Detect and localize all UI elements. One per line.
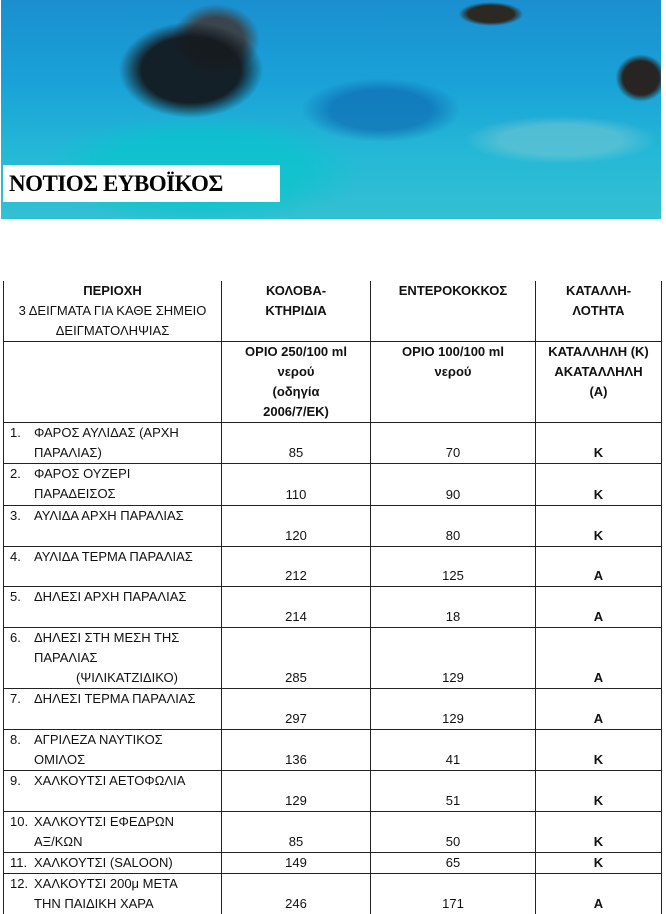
- sampling-point-name: ΔΗΛΕΣΙ ΑΡΧΗ ΠΑΡΑΛΙΑΣ: [34, 589, 186, 604]
- cell-enterococcus: 70: [371, 423, 536, 464]
- cell-area: [4, 812, 222, 853]
- cell-coliform: 285: [222, 628, 371, 689]
- cell-coliform: 212: [222, 547, 371, 587]
- cell-area: [4, 853, 222, 874]
- water-quality-table: [3, 281, 662, 914]
- header-area: ΠΕΡΙΟΧΗ 3 ΔΕΙΓΜΑΤΑ ΓΙΑ ΚΑΘΕ ΣΗΜΕΙΟ ΔΕΙΓΜΑΤΟΛΗΨΙΑΣ: [4, 281, 222, 342]
- cell-coliform: 297: [222, 689, 371, 730]
- cell-suitability: Κ: [536, 506, 662, 547]
- cell-enterococcus: 41: [371, 730, 536, 771]
- sampling-point-name: ΔΗΛΕΣΙ ΤΕΡΜΑ ΠΑΡΑΛΙΑΣ: [34, 691, 196, 706]
- sampling-point-name-cont: ΠΑΡΑΔΕΙΣΟΣ: [10, 484, 215, 504]
- cell-suitability: Κ: [536, 771, 662, 812]
- cell-suitability: Κ: [536, 853, 662, 874]
- sampling-point-name: ΦΑΡΟΣ ΑΥΛΙΔΑΣ (ΑΡΧΗ: [34, 425, 179, 440]
- header-coliform: ΚΟΛΟΒΑ- ΚΤΗΡΙΔΙΑ: [222, 281, 371, 342]
- row-number: 7.: [10, 689, 34, 709]
- cell-suitability: Α: [536, 689, 662, 730]
- cell-coliform: 246: [222, 874, 371, 914]
- cell-suitability: Κ: [536, 812, 662, 853]
- cell-coliform: 129: [222, 771, 371, 812]
- cell-area: [4, 628, 222, 689]
- cell-area: [4, 506, 222, 547]
- cell-area: [4, 771, 222, 812]
- sampling-point-name-cont: ΤΗΝ ΠΑΙΔΙΚΗ ΧΑΡΑ: [10, 894, 215, 914]
- cell-enterococcus: 125: [371, 547, 536, 587]
- table-row: [4, 628, 662, 689]
- cell-coliform: 149: [222, 853, 371, 874]
- row-number: 12.: [10, 874, 34, 894]
- cell-suitability: Κ: [536, 423, 662, 464]
- cell-suitability: Α: [536, 874, 662, 914]
- sampling-point-name-cont: ΠΑΡΑΛΙΑΣ: [10, 648, 215, 668]
- cell-coliform: 120: [222, 506, 371, 547]
- row-number: 9.: [10, 771, 34, 791]
- table-row: [4, 853, 662, 874]
- table-row: [4, 423, 662, 464]
- row-number: 1.: [10, 423, 34, 443]
- cell-area: [4, 464, 222, 506]
- banner-title-box: [3, 165, 280, 202]
- row-number: 5.: [10, 587, 34, 607]
- cell-enterococcus: 171: [371, 874, 536, 914]
- row-number: 3.: [10, 506, 34, 526]
- table-row: [4, 812, 662, 853]
- sampling-point-name: ΑΥΛΙΔΑ ΤΕΡΜΑ ΠΑΡΑΛΙΑΣ: [34, 549, 193, 564]
- row-number: 4.: [10, 547, 34, 567]
- sea-banner-image: [1, 0, 661, 219]
- limit-enterococcus: ΟΡΙΟ 100/100 ml νερού: [371, 342, 536, 423]
- table-row: [4, 587, 662, 628]
- sampling-point-name-cont: ΑΞ/ΚΩΝ: [10, 832, 215, 852]
- cell-coliform: 85: [222, 423, 371, 464]
- table-row: [4, 547, 662, 587]
- sampling-point-name-cont: ΠΑΡΑΛΙΑΣ): [10, 443, 215, 463]
- sampling-point-name-cont: ΟΜΙΛΟΣ: [10, 750, 215, 770]
- table-row: [4, 506, 662, 547]
- cell-suitability: Κ: [536, 464, 662, 506]
- cell-area: [4, 730, 222, 771]
- sampling-point-name: ΑΓΡΙΛΕΖΑ ΝΑΥΤΙΚΟΣ: [34, 732, 163, 747]
- table-row: [4, 730, 662, 771]
- sampling-point-name: ΧΑΛΚΟΥΤΣΙ ΕΦΕΔΡΩΝ: [34, 814, 174, 829]
- cell-area: [4, 689, 222, 730]
- sampling-point-name: ΦΑΡΟΣ ΟΥΖΕΡΙ: [34, 466, 130, 481]
- sampling-point-name: ΧΑΛΚΟΥΤΣΙ 200μ ΜΕΤΑ: [34, 876, 178, 891]
- cell-suitability: Α: [536, 628, 662, 689]
- row-number: 8.: [10, 730, 34, 750]
- cell-enterococcus: 80: [371, 506, 536, 547]
- cell-area: [4, 423, 222, 464]
- table-row: [4, 464, 662, 506]
- row-number: 10.: [10, 812, 34, 832]
- cell-enterococcus: 51: [371, 771, 536, 812]
- cell-area: [4, 587, 222, 628]
- sampling-point-name: ΧΑΛΚΟΥΤΣΙ (SALOON): [34, 855, 173, 870]
- cell-coliform: 214: [222, 587, 371, 628]
- limits-row: [4, 342, 662, 423]
- cell-suitability: Α: [536, 587, 662, 628]
- cell-enterococcus: 65: [371, 853, 536, 874]
- table-body: [4, 423, 662, 914]
- header-row: [4, 281, 662, 342]
- sampling-point-name-cont: (ΨΙΛΙΚΑΤΖΙΔΙΚΟ): [10, 668, 215, 688]
- cell-coliform: 136: [222, 730, 371, 771]
- banner-title: ΝΟΤΙΟΣ ΕΥΒΟΪΚΟΣ: [9, 171, 223, 197]
- row-number: 11.: [10, 853, 34, 873]
- limit-coliform: ΟΡΙΟ 250/100 ml νερού (οδηγία 2006/7/ΕΚ): [222, 342, 371, 423]
- row-number: 2.: [10, 464, 34, 484]
- row-number: 6.: [10, 628, 34, 648]
- cell-suitability: Α: [536, 547, 662, 587]
- sampling-point-name: ΑΥΛΙΔΑ ΑΡΧΗ ΠΑΡΑΛΙΑΣ: [34, 508, 184, 523]
- table-row: [4, 874, 662, 914]
- header-suitability: ΚΑΤΑΛΛΗ- ΛΟΤΗΤΑ: [536, 281, 662, 342]
- cell-enterococcus: 50: [371, 812, 536, 853]
- cell-coliform: 85: [222, 812, 371, 853]
- sampling-point-name: ΔΗΛΕΣΙ ΣΤΗ ΜΕΣΗ ΤΗΣ: [34, 630, 179, 645]
- limit-suitability: ΚΑΤΑΛΛΗΛΗ (Κ) ΑΚΑΤΑΛΛΗΛΗ (Α): [536, 342, 662, 423]
- cell-area: [4, 874, 222, 914]
- limits-area: [4, 342, 222, 423]
- cell-coliform: 110: [222, 464, 371, 506]
- cell-suitability: Κ: [536, 730, 662, 771]
- sampling-point-name: ΧΑΛΚΟΥΤΣΙ ΑΕΤΟΦΩΛΙΑ: [34, 773, 185, 788]
- cell-enterococcus: 129: [371, 689, 536, 730]
- cell-enterococcus: 129: [371, 628, 536, 689]
- cell-enterococcus: 18: [371, 587, 536, 628]
- cell-enterococcus: 90: [371, 464, 536, 506]
- cell-area: [4, 547, 222, 587]
- table-row: [4, 771, 662, 812]
- header-enterococcus: ΕΝΤΕΡΟΚΟΚΚΟΣ: [371, 281, 536, 342]
- table-row: [4, 689, 662, 730]
